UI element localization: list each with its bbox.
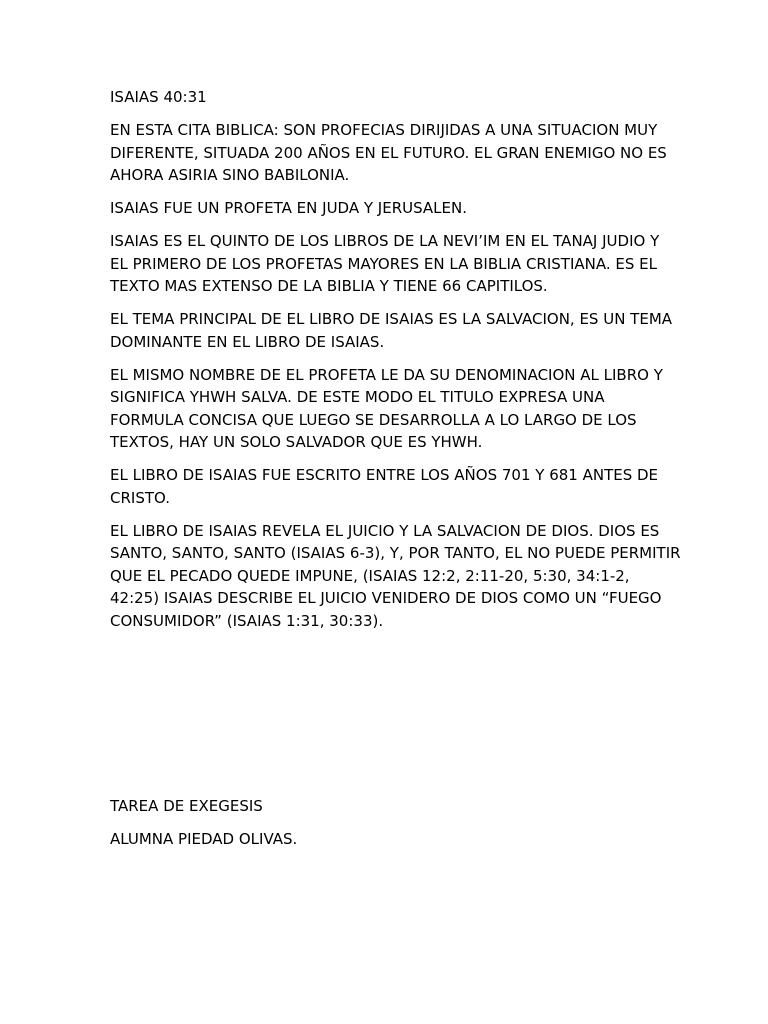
document-footer bbox=[110, 795, 670, 861]
assignment-label bbox=[110, 795, 670, 818]
paragraph-2 bbox=[110, 197, 670, 220]
paragraph-line: FORMULA CONCISA QUE LUEGO SE DESARROLLA A LO LARGO DE LOS bbox=[110, 410, 637, 429]
paragraph-line: DOMINANTE EN EL LIBRO DE ISAIAS. bbox=[110, 332, 385, 351]
paragraph-6 bbox=[110, 464, 670, 509]
paragraph-line: ISAIAS ES EL QUINTO DE LOS LIBROS DE LA NEVI’IM EN EL TANAJ JUDIO Y bbox=[110, 232, 660, 250]
document-title bbox=[110, 86, 670, 109]
paragraph-3 bbox=[110, 230, 670, 298]
paragraph-4 bbox=[110, 308, 673, 353]
paragraph-line: AHORA ASIRIA SINO BABILONIA. bbox=[110, 166, 350, 184]
paragraph-line: TEXTOS, HAY UN SOLO SALVADOR QUE ES YHWH. bbox=[110, 433, 483, 451]
paragraph-line: ISAIAS FUE UN PROFETA EN JUDA Y JERUSALEN. bbox=[110, 199, 467, 217]
paragraph-5 bbox=[110, 364, 670, 454]
paragraph-line: QUE EL PECADO QUEDE IMPUNE, (ISAIAS 12:2, 2:11-20, 5:30, 34:1-2, bbox=[110, 566, 630, 585]
paragraph-line: EN ESTA CITA BIBLICA: SON PROFECIAS DIRIJIDAS A UNA SITUACION MUY bbox=[110, 121, 658, 139]
paragraph-line: TEXTO MAS EXTENSO DE LA BIBLIA Y TIENE 66 CAPITILOS. bbox=[110, 277, 548, 295]
paragraph-1 bbox=[110, 119, 670, 187]
assignment-line: TAREA DE EXEGESIS bbox=[110, 797, 263, 815]
paragraph-line: EL TEMA PRINCIPAL DE EL LIBRO DE ISAIAS ES LA SALVACION, ES UN TEMA bbox=[110, 310, 673, 328]
student-label bbox=[110, 828, 670, 851]
paragraph-line: DIFERENTE, SITUADA 200 AÑOS EN EL FUTURO. EL GRAN ENEMIGO NO ES bbox=[110, 143, 667, 162]
title-line: ISAIAS 40:31 bbox=[110, 88, 207, 106]
student-line: ALUMNA PIEDAD OLIVAS. bbox=[110, 830, 298, 848]
paragraph-line: CRISTO. bbox=[110, 488, 170, 507]
paragraph-line: SIGNIFICA YHWH SALVA. DE ESTE MODO EL TITULO EXPRESA UNA bbox=[110, 388, 605, 406]
paragraph-line: CONSUMIDOR” (ISAIAS 1:31, 30:33). bbox=[110, 611, 384, 630]
paragraph-7 bbox=[110, 520, 681, 633]
paragraph-line: SANTO, SANTO, SANTO (ISAIAS 6-3), Y, POR TANTO, EL NO PUEDE PERMITIR bbox=[110, 544, 681, 562]
document-body bbox=[110, 86, 681, 643]
paragraph-line: 42:25) ISAIAS DESCRIBE EL JUICIO VENIDERO DE DIOS COMO UN “FUEGO bbox=[110, 589, 662, 607]
paragraph-line: EL LIBRO DE ISAIAS REVELA EL JUICIO Y LA SALVACION DE DIOS. DIOS ES bbox=[110, 521, 660, 540]
paragraph-line: EL MISMO NOMBRE DE EL PROFETA LE DA SU DENOMINACION AL LIBRO Y bbox=[110, 365, 663, 384]
paragraph-line: EL PRIMERO DE LOS PROFETAS MAYORES EN LA BIBLIA CRISTIANA. ES EL bbox=[110, 254, 657, 273]
paragraph-line: EL LIBRO DE ISAIAS FUE ESCRITO ENTRE LOS AÑOS 701 Y 681 ANTES DE bbox=[110, 466, 659, 484]
